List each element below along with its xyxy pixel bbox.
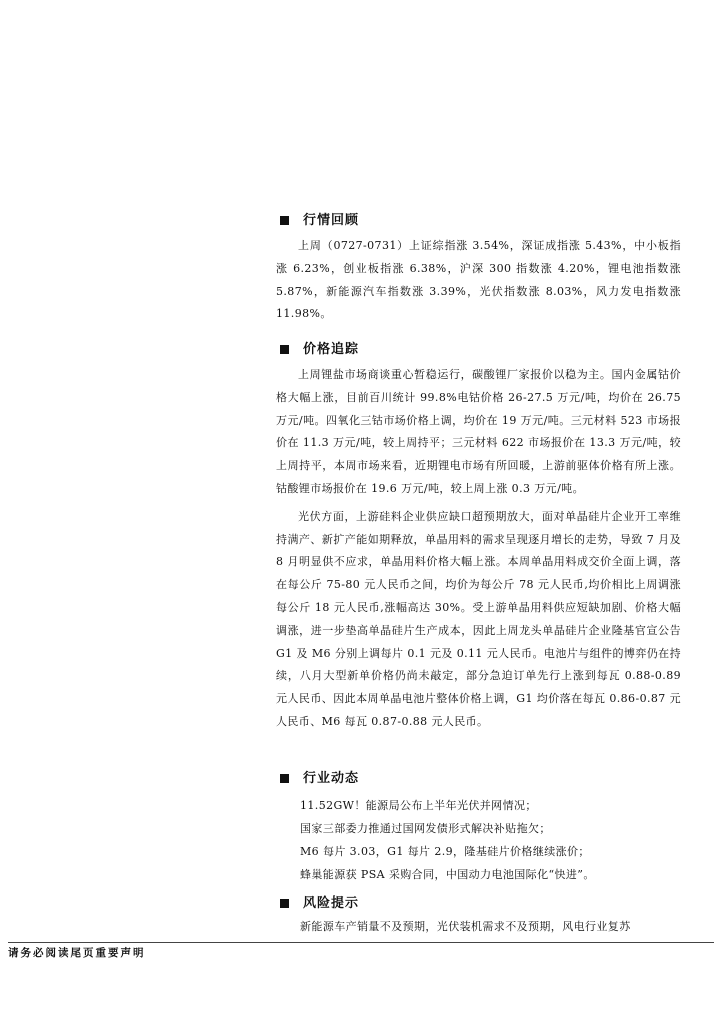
- section-heading: [276, 340, 681, 360]
- list-item: M6 每片 3.03，G1 每片 2.9，隆基硅片价格继续涨价；: [300, 845, 590, 858]
- market-review-section: [276, 211, 681, 326]
- industry-news-list: [276, 794, 681, 886]
- industry-news-section: [276, 769, 681, 886]
- list-item: 新能源车产销量不及预期，光伏装机需求不及预期，风电行业复苏: [300, 920, 631, 933]
- section-title: 行情回顾: [303, 213, 360, 228]
- price-tracking-section: [276, 340, 681, 734]
- list-item: 国家三部委力推通过国网发债形式解决补贴拖欠；: [300, 822, 551, 835]
- list-item: 蜂巢能源获 PSA 采购合同，中国动力电池国际化“快进”。: [300, 868, 595, 881]
- square-bullet-icon: [280, 774, 289, 783]
- review-paragraph: 上周（0727-0731）上证综指涨 3.54%，深证成指涨 5.43%，中小板指涨 6.23%，创业板指涨 6.38%，沪深 300 指数涨 4.20%，锂电池指数涨 5.87%，新能源汽车指数涨 3.39%，光伏指数涨 8.03%，风力发电指数涨 11.98%。: [276, 239, 681, 321]
- risk-warning-section: [276, 894, 681, 938]
- square-bullet-icon: [280, 345, 289, 354]
- square-bullet-icon: [280, 216, 289, 225]
- section-title: 风险提示: [303, 896, 360, 911]
- price-paragraph: 上周锂盐市场商谈重心暂稳运行，碳酸锂厂家报价以稳为主。国内金属钴价格大幅上涨，目前百川统计 99.8%电钴价格 26-27.5 万元/吨，均价在 26.75 万元/吨。四氧化三钴市场价格上调，均价在 19 万元/吨。三元材料 523 市场报价在 11.3 万元/吨，较上周持平；三元材料 622 市场报价在 13.3 万元/吨，较上周持平，本周市场来看，近期锂电市场有所回暖，上游前驱体价格有所上涨。钴酸锂市场报价在 19.6 万元/吨，较上周上涨 0.3 万元/吨。: [276, 368, 681, 495]
- list-item: 11.52GW！能源局公布上半年光伏并网情况；: [300, 799, 537, 812]
- square-bullet-icon: [280, 899, 289, 908]
- section-title: 价格追踪: [303, 342, 360, 357]
- risk-list: [276, 915, 681, 938]
- section-title: 行业动态: [303, 771, 360, 786]
- footer-divider: [8, 942, 714, 943]
- section-heading: [276, 894, 681, 914]
- pv-paragraph: 光伏方面，上游硅料企业供应缺口超预期放大，面对单晶硅片企业开工率维持满产、新扩产能如期释放，单晶用料的需求呈现逐月增长的走势，导致 7 月及 8 月明显供不应求，单晶用料价格大幅上涨。本周单晶用料成交价全面上调，落在每公斤 75-80 元人民币之间，均价为每公斤 78 元人民币,均价相比上周调涨每公斤 18 元人民币,涨幅高达 30%。受上游单晶用料供应短缺加剧、价格大幅调涨，进一步垫高单晶硅片生产成本，因此上周龙头单晶硅片企业隆基官宣公告 G1 及 M6 分别上调每片 0.1 元及 0.11 元人民币。电池片与组件的博弈仍在持续，八月大型新单价格仍尚未敲定，部分急迫订单先行上涨到每瓦 0.88-0.89 元人民币、因此本周单晶电池片整体价格上调，G1 均价落在每瓦 0.86-0.87 元人民币、M6 每瓦 0.87-0.88 元人民币。: [276, 509, 681, 728]
- section-heading: [276, 211, 681, 231]
- disclaimer-notice: 请务必阅读尾页重要声明: [8, 947, 146, 959]
- section-heading: [276, 769, 681, 789]
